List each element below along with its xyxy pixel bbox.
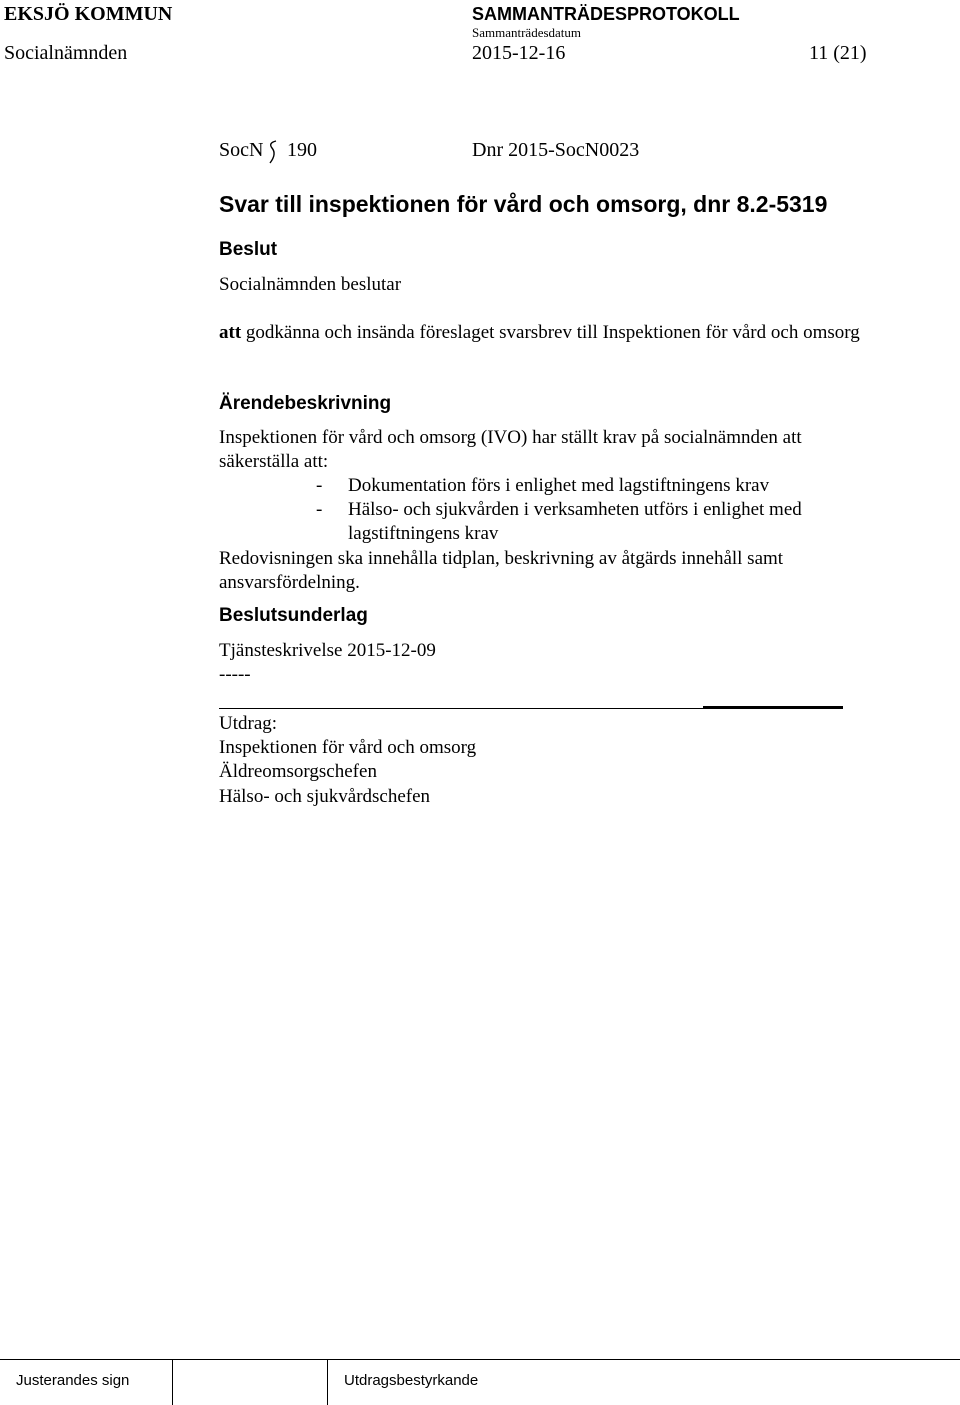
arende-after-2: ansvarsfördelning. — [219, 572, 360, 593]
page-number: 11 (21) — [809, 42, 867, 64]
list-item — [0, 499, 960, 547]
separator-rule — [219, 708, 843, 709]
utdrag-recipient: Hälso- och sjukvårdschefen — [219, 786, 431, 807]
section-sign-icon — [267, 140, 279, 164]
utdrag-recipient: Inspektionen för vård och omsorg — [219, 737, 477, 758]
paragraph-prefix: SocN — [219, 139, 264, 161]
arende-line-2: säkerställa att: — [219, 451, 329, 472]
list-dash: - — [316, 475, 323, 496]
utdragsbestyrkande-label: Utdragsbestyrkande — [344, 1372, 479, 1389]
arende-line-1: Inspektionen för vård och omsorg (IVO) har ställt krav på socialnämnden att — [219, 427, 802, 448]
signature-cell — [173, 1360, 328, 1405]
page-title: Svar till inspektionen för vård och omsorg, dnr 8.2-5319 — [219, 191, 828, 217]
arende-heading: Ärendebeskrivning — [219, 393, 392, 414]
separator-rule-accent — [703, 706, 843, 708]
case-dnr: Dnr 2015-SocN0023 — [472, 139, 640, 161]
justerandes-sign-label: Justerandes sign — [16, 1372, 130, 1389]
underlag-item: Tjänsteskrivelse 2015-12-09 — [219, 640, 436, 661]
utdrag-recipient: Äldreomsorgschefen — [219, 761, 377, 782]
signature-footer — [0, 1359, 960, 1405]
beslut-intro: Socialnämnden beslutar — [219, 274, 402, 295]
paragraph-number: 190 — [287, 139, 317, 161]
committee-name: Socialnämnden — [4, 42, 128, 64]
underlag-heading: Beslutsunderlag — [219, 605, 368, 626]
underlag-dashes: ----- — [219, 664, 251, 685]
document-type: SAMMANTRÄDESPROTOKOLL — [472, 4, 740, 24]
org-name: EKSJÖ KOMMUN — [4, 3, 173, 25]
list-item-text: Dokumentation förs i enlighet med lagstiftningens krav — [348, 475, 770, 496]
meeting-date: 2015-12-16 — [472, 42, 566, 64]
meeting-date-label: Sammanträdesdatum — [472, 25, 582, 40]
list-dash: - — [316, 499, 323, 520]
list-item-text: Hälso- och sjukvården i verksamheten utförs i enlighet med — [348, 499, 802, 520]
list-item — [0, 475, 960, 499]
arende-after-1: Redovisningen ska innehålla tidplan, beskrivning av åtgärds innehåll samt — [219, 548, 784, 569]
att-text: godkänna och insända föreslaget svarsbrev till Inspektionen för vård och omsorg — [241, 322, 860, 343]
beslut-heading: Beslut — [219, 239, 278, 260]
att-keyword: att — [219, 322, 242, 343]
beslut-att-line — [219, 322, 860, 344]
utdrag-label: Utdrag: — [219, 713, 278, 734]
list-item-text-continued: lagstiftningens krav — [348, 523, 499, 544]
